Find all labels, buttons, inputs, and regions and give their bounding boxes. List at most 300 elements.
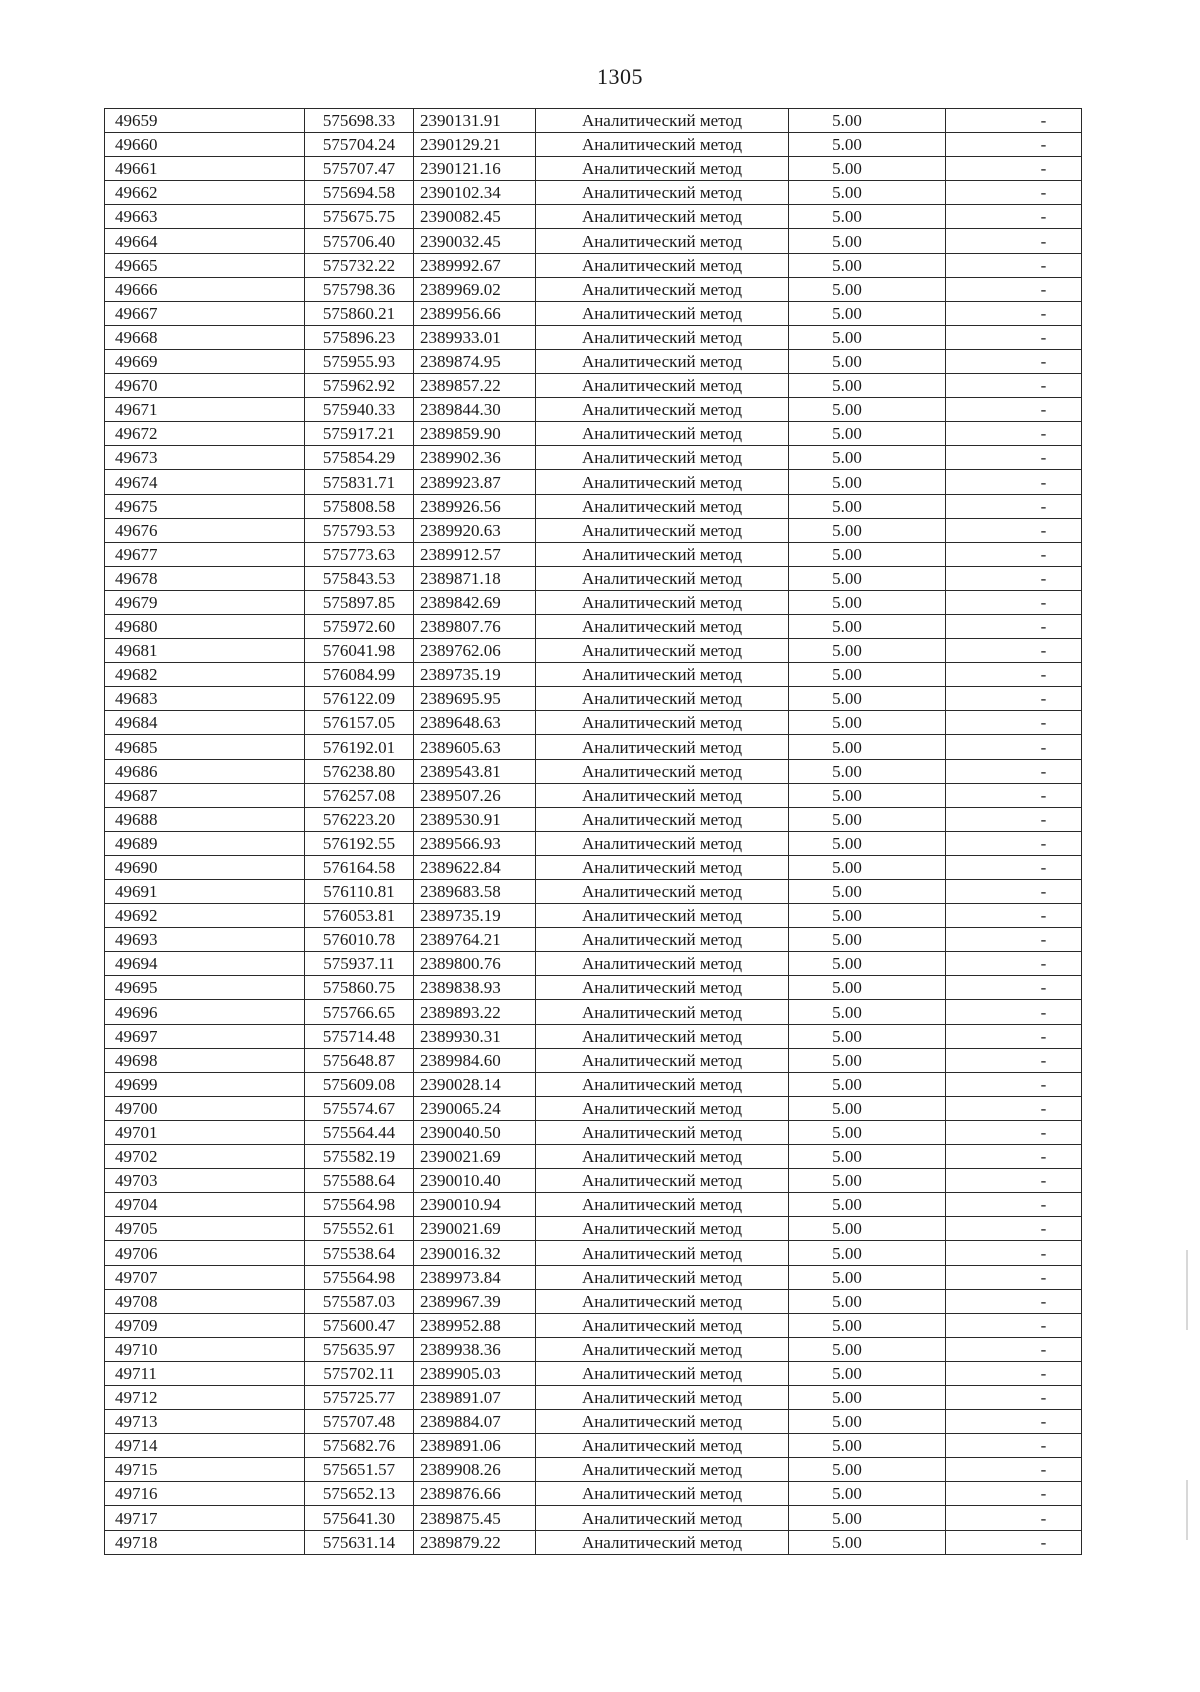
table-row xyxy=(105,880,1082,904)
table-row xyxy=(105,542,1082,566)
note-cell: - xyxy=(946,1000,1082,1024)
y-coordinate-cell: 2389683.58 xyxy=(414,880,536,904)
accuracy-cell: 5.00 xyxy=(789,277,946,301)
table-row xyxy=(105,157,1082,181)
point-number-cell: 49665 xyxy=(105,253,305,277)
accuracy-cell: 5.00 xyxy=(789,759,946,783)
point-number-cell: 49687 xyxy=(105,783,305,807)
table-row xyxy=(105,133,1082,157)
table-row xyxy=(105,1096,1082,1120)
table-row xyxy=(105,1361,1082,1385)
point-number-cell: 49710 xyxy=(105,1337,305,1361)
table-row xyxy=(105,735,1082,759)
note-cell: - xyxy=(946,205,1082,229)
table-row xyxy=(105,1193,1082,1217)
note-cell: - xyxy=(946,542,1082,566)
method-cell: Аналитический метод xyxy=(536,687,789,711)
table-row xyxy=(105,1169,1082,1193)
accuracy-cell: 5.00 xyxy=(789,1289,946,1313)
method-cell: Аналитический метод xyxy=(536,157,789,181)
point-number-cell: 49711 xyxy=(105,1361,305,1385)
accuracy-cell: 5.00 xyxy=(789,325,946,349)
y-coordinate-cell: 2389844.30 xyxy=(414,398,536,422)
point-number-cell: 49675 xyxy=(105,494,305,518)
point-number-cell: 49662 xyxy=(105,181,305,205)
method-cell: Аналитический метод xyxy=(536,880,789,904)
x-coordinate-cell: 575955.93 xyxy=(305,349,414,373)
accuracy-cell: 5.00 xyxy=(789,133,946,157)
accuracy-cell: 5.00 xyxy=(789,349,946,373)
y-coordinate-cell: 2390028.14 xyxy=(414,1072,536,1096)
scan-artifact xyxy=(1186,1480,1188,1540)
note-cell: - xyxy=(946,1241,1082,1265)
y-coordinate-cell: 2389507.26 xyxy=(414,783,536,807)
point-number-cell: 49674 xyxy=(105,470,305,494)
accuracy-cell: 5.00 xyxy=(789,253,946,277)
method-cell: Аналитический метод xyxy=(536,1048,789,1072)
accuracy-cell: 5.00 xyxy=(789,1482,946,1506)
x-coordinate-cell: 575707.48 xyxy=(305,1410,414,1434)
table-row xyxy=(105,1241,1082,1265)
method-cell: Аналитический метод xyxy=(536,1072,789,1096)
accuracy-cell: 5.00 xyxy=(789,783,946,807)
accuracy-cell: 5.00 xyxy=(789,1193,946,1217)
y-coordinate-cell: 2390040.50 xyxy=(414,1120,536,1144)
table-row xyxy=(105,904,1082,928)
point-number-cell: 49670 xyxy=(105,374,305,398)
x-coordinate-cell: 575698.33 xyxy=(305,109,414,133)
table-row xyxy=(105,976,1082,1000)
method-cell: Аналитический метод xyxy=(536,1434,789,1458)
method-cell: Аналитический метод xyxy=(536,253,789,277)
point-number-cell: 49677 xyxy=(105,542,305,566)
method-cell: Аналитический метод xyxy=(536,783,789,807)
accuracy-cell: 5.00 xyxy=(789,566,946,590)
accuracy-cell: 5.00 xyxy=(789,1385,946,1409)
table-row xyxy=(105,109,1082,133)
point-number-cell: 49691 xyxy=(105,880,305,904)
table-row xyxy=(105,928,1082,952)
method-cell: Аналитический метод xyxy=(536,1530,789,1554)
accuracy-cell: 5.00 xyxy=(789,1169,946,1193)
x-coordinate-cell: 575648.87 xyxy=(305,1048,414,1072)
note-cell: - xyxy=(946,1024,1082,1048)
accuracy-cell: 5.00 xyxy=(789,1361,946,1385)
y-coordinate-cell: 2389956.66 xyxy=(414,301,536,325)
accuracy-cell: 5.00 xyxy=(789,952,946,976)
accuracy-cell: 5.00 xyxy=(789,398,946,422)
accuracy-cell: 5.00 xyxy=(789,1434,946,1458)
x-coordinate-cell: 576053.81 xyxy=(305,904,414,928)
method-cell: Аналитический метод xyxy=(536,205,789,229)
table-row xyxy=(105,470,1082,494)
note-cell: - xyxy=(946,976,1082,1000)
table-row xyxy=(105,783,1082,807)
table-row xyxy=(105,1120,1082,1144)
note-cell: - xyxy=(946,663,1082,687)
x-coordinate-cell: 575682.76 xyxy=(305,1434,414,1458)
table-row xyxy=(105,759,1082,783)
note-cell: - xyxy=(946,1530,1082,1554)
method-cell: Аналитический метод xyxy=(536,109,789,133)
table-row xyxy=(105,253,1082,277)
x-coordinate-cell: 575564.44 xyxy=(305,1120,414,1144)
accuracy-cell: 5.00 xyxy=(789,157,946,181)
method-cell: Аналитический метод xyxy=(536,1241,789,1265)
y-coordinate-cell: 2389920.63 xyxy=(414,518,536,542)
note-cell: - xyxy=(946,1265,1082,1289)
note-cell: - xyxy=(946,1434,1082,1458)
x-coordinate-cell: 575564.98 xyxy=(305,1265,414,1289)
point-number-cell: 49680 xyxy=(105,614,305,638)
note-cell: - xyxy=(946,253,1082,277)
note-cell: - xyxy=(946,639,1082,663)
accuracy-cell: 5.00 xyxy=(789,494,946,518)
method-cell: Аналитический метод xyxy=(536,1313,789,1337)
method-cell: Аналитический метод xyxy=(536,446,789,470)
method-cell: Аналитический метод xyxy=(536,1361,789,1385)
accuracy-cell: 5.00 xyxy=(789,1217,946,1241)
accuracy-cell: 5.00 xyxy=(789,855,946,879)
x-coordinate-cell: 575917.21 xyxy=(305,422,414,446)
point-number-cell: 49664 xyxy=(105,229,305,253)
point-number-cell: 49699 xyxy=(105,1072,305,1096)
method-cell: Аналитический метод xyxy=(536,229,789,253)
table-row xyxy=(105,374,1082,398)
x-coordinate-cell: 575793.53 xyxy=(305,518,414,542)
accuracy-cell: 5.00 xyxy=(789,1145,946,1169)
accuracy-cell: 5.00 xyxy=(789,374,946,398)
method-cell: Аналитический метод xyxy=(536,349,789,373)
point-number-cell: 49682 xyxy=(105,663,305,687)
table-row xyxy=(105,1145,1082,1169)
y-coordinate-cell: 2389884.07 xyxy=(414,1410,536,1434)
y-coordinate-cell: 2389800.76 xyxy=(414,952,536,976)
point-number-cell: 49694 xyxy=(105,952,305,976)
x-coordinate-cell: 575552.61 xyxy=(305,1217,414,1241)
note-cell: - xyxy=(946,590,1082,614)
x-coordinate-cell: 575635.97 xyxy=(305,1337,414,1361)
x-coordinate-cell: 576041.98 xyxy=(305,639,414,663)
method-cell: Аналитический метод xyxy=(536,639,789,663)
method-cell: Аналитический метод xyxy=(536,1145,789,1169)
table-row xyxy=(105,422,1082,446)
note-cell: - xyxy=(946,807,1082,831)
method-cell: Аналитический метод xyxy=(536,1096,789,1120)
method-cell: Аналитический метод xyxy=(536,325,789,349)
accuracy-cell: 5.00 xyxy=(789,181,946,205)
table-row xyxy=(105,614,1082,638)
table-row xyxy=(105,807,1082,831)
x-coordinate-cell: 575704.24 xyxy=(305,133,414,157)
table-row xyxy=(105,590,1082,614)
y-coordinate-cell: 2389735.19 xyxy=(414,904,536,928)
table-row xyxy=(105,446,1082,470)
accuracy-cell: 5.00 xyxy=(789,904,946,928)
note-cell: - xyxy=(946,325,1082,349)
method-cell: Аналитический метод xyxy=(536,1169,789,1193)
y-coordinate-cell: 2389952.88 xyxy=(414,1313,536,1337)
method-cell: Аналитический метод xyxy=(536,518,789,542)
accuracy-cell: 5.00 xyxy=(789,446,946,470)
accuracy-cell: 5.00 xyxy=(789,1337,946,1361)
table-row xyxy=(105,855,1082,879)
note-cell: - xyxy=(946,229,1082,253)
point-number-cell: 49706 xyxy=(105,1241,305,1265)
scan-artifact xyxy=(1186,1250,1188,1330)
y-coordinate-cell: 2389879.22 xyxy=(414,1530,536,1554)
note-cell: - xyxy=(946,446,1082,470)
accuracy-cell: 5.00 xyxy=(789,1530,946,1554)
point-number-cell: 49693 xyxy=(105,928,305,952)
y-coordinate-cell: 2390065.24 xyxy=(414,1096,536,1120)
point-number-cell: 49696 xyxy=(105,1000,305,1024)
note-cell: - xyxy=(946,1385,1082,1409)
table-row xyxy=(105,349,1082,373)
table-row xyxy=(105,1410,1082,1434)
y-coordinate-cell: 2390010.40 xyxy=(414,1169,536,1193)
accuracy-cell: 5.00 xyxy=(789,1000,946,1024)
note-cell: - xyxy=(946,398,1082,422)
y-coordinate-cell: 2389871.18 xyxy=(414,566,536,590)
y-coordinate-cell: 2390010.94 xyxy=(414,1193,536,1217)
y-coordinate-cell: 2389893.22 xyxy=(414,1000,536,1024)
note-cell: - xyxy=(946,1337,1082,1361)
point-number-cell: 49690 xyxy=(105,855,305,879)
method-cell: Аналитический метод xyxy=(536,1337,789,1361)
point-number-cell: 49685 xyxy=(105,735,305,759)
x-coordinate-cell: 575766.65 xyxy=(305,1000,414,1024)
point-number-cell: 49671 xyxy=(105,398,305,422)
note-cell: - xyxy=(946,349,1082,373)
x-coordinate-cell: 575854.29 xyxy=(305,446,414,470)
point-number-cell: 49676 xyxy=(105,518,305,542)
point-number-cell: 49702 xyxy=(105,1145,305,1169)
y-coordinate-cell: 2390129.21 xyxy=(414,133,536,157)
table-row xyxy=(105,1530,1082,1554)
point-number-cell: 49672 xyxy=(105,422,305,446)
point-number-cell: 49695 xyxy=(105,976,305,1000)
y-coordinate-cell: 2389926.56 xyxy=(414,494,536,518)
method-cell: Аналитический метод xyxy=(536,542,789,566)
table-row xyxy=(105,566,1082,590)
point-number-cell: 49716 xyxy=(105,1482,305,1506)
note-cell: - xyxy=(946,374,1082,398)
note-cell: - xyxy=(946,855,1082,879)
table-row xyxy=(105,952,1082,976)
point-number-cell: 49684 xyxy=(105,711,305,735)
y-coordinate-cell: 2389891.06 xyxy=(414,1434,536,1458)
note-cell: - xyxy=(946,928,1082,952)
y-coordinate-cell: 2389648.63 xyxy=(414,711,536,735)
coordinates-table xyxy=(104,108,1082,1555)
note-cell: - xyxy=(946,1217,1082,1241)
point-number-cell: 49669 xyxy=(105,349,305,373)
table-row xyxy=(105,1385,1082,1409)
table-row xyxy=(105,1337,1082,1361)
table-row xyxy=(105,1265,1082,1289)
table-row xyxy=(105,1482,1082,1506)
accuracy-cell: 5.00 xyxy=(789,663,946,687)
method-cell: Аналитический метод xyxy=(536,398,789,422)
accuracy-cell: 5.00 xyxy=(789,205,946,229)
point-number-cell: 49673 xyxy=(105,446,305,470)
table-row xyxy=(105,1434,1082,1458)
method-cell: Аналитический метод xyxy=(536,1410,789,1434)
x-coordinate-cell: 575860.21 xyxy=(305,301,414,325)
point-number-cell: 49668 xyxy=(105,325,305,349)
accuracy-cell: 5.00 xyxy=(789,470,946,494)
x-coordinate-cell: 575773.63 xyxy=(305,542,414,566)
point-number-cell: 49686 xyxy=(105,759,305,783)
point-number-cell: 49661 xyxy=(105,157,305,181)
point-number-cell: 49713 xyxy=(105,1410,305,1434)
accuracy-cell: 5.00 xyxy=(789,687,946,711)
method-cell: Аналитический метод xyxy=(536,807,789,831)
y-coordinate-cell: 2389938.36 xyxy=(414,1337,536,1361)
method-cell: Аналитический метод xyxy=(536,759,789,783)
y-coordinate-cell: 2390121.16 xyxy=(414,157,536,181)
accuracy-cell: 5.00 xyxy=(789,422,946,446)
method-cell: Аналитический метод xyxy=(536,1289,789,1313)
y-coordinate-cell: 2389912.57 xyxy=(414,542,536,566)
table-row xyxy=(105,687,1082,711)
method-cell: Аналитический метод xyxy=(536,904,789,928)
x-coordinate-cell: 575609.08 xyxy=(305,1072,414,1096)
method-cell: Аналитический метод xyxy=(536,711,789,735)
note-cell: - xyxy=(946,1169,1082,1193)
table-row xyxy=(105,663,1082,687)
table-row xyxy=(105,277,1082,301)
point-number-cell: 49692 xyxy=(105,904,305,928)
x-coordinate-cell: 575808.58 xyxy=(305,494,414,518)
table-row xyxy=(105,494,1082,518)
point-number-cell: 49700 xyxy=(105,1096,305,1120)
note-cell: - xyxy=(946,711,1082,735)
note-cell: - xyxy=(946,566,1082,590)
x-coordinate-cell: 576238.80 xyxy=(305,759,414,783)
y-coordinate-cell: 2390016.32 xyxy=(414,1241,536,1265)
note-cell: - xyxy=(946,952,1082,976)
table-row xyxy=(105,711,1082,735)
x-coordinate-cell: 576192.01 xyxy=(305,735,414,759)
point-number-cell: 49681 xyxy=(105,639,305,663)
method-cell: Аналитический метод xyxy=(536,1217,789,1241)
y-coordinate-cell: 2389967.39 xyxy=(414,1289,536,1313)
accuracy-cell: 5.00 xyxy=(789,735,946,759)
x-coordinate-cell: 575538.64 xyxy=(305,1241,414,1265)
method-cell: Аналитический метод xyxy=(536,614,789,638)
accuracy-cell: 5.00 xyxy=(789,518,946,542)
x-coordinate-cell: 575702.11 xyxy=(305,1361,414,1385)
y-coordinate-cell: 2389875.45 xyxy=(414,1506,536,1530)
note-cell: - xyxy=(946,1096,1082,1120)
y-coordinate-cell: 2389807.76 xyxy=(414,614,536,638)
point-number-cell: 49718 xyxy=(105,1530,305,1554)
point-number-cell: 49666 xyxy=(105,277,305,301)
accuracy-cell: 5.00 xyxy=(789,109,946,133)
y-coordinate-cell: 2390131.91 xyxy=(414,109,536,133)
point-number-cell: 49688 xyxy=(105,807,305,831)
method-cell: Аналитический метод xyxy=(536,1458,789,1482)
y-coordinate-cell: 2389905.03 xyxy=(414,1361,536,1385)
note-cell: - xyxy=(946,109,1082,133)
note-cell: - xyxy=(946,277,1082,301)
note-cell: - xyxy=(946,1506,1082,1530)
accuracy-cell: 5.00 xyxy=(789,1458,946,1482)
accuracy-cell: 5.00 xyxy=(789,807,946,831)
note-cell: - xyxy=(946,735,1082,759)
note-cell: - xyxy=(946,518,1082,542)
table-row xyxy=(105,181,1082,205)
accuracy-cell: 5.00 xyxy=(789,1096,946,1120)
note-cell: - xyxy=(946,904,1082,928)
note-cell: - xyxy=(946,1120,1082,1144)
x-coordinate-cell: 575860.75 xyxy=(305,976,414,1000)
y-coordinate-cell: 2389530.91 xyxy=(414,807,536,831)
method-cell: Аналитический метод xyxy=(536,301,789,325)
accuracy-cell: 5.00 xyxy=(789,1265,946,1289)
accuracy-cell: 5.00 xyxy=(789,590,946,614)
table-row xyxy=(105,639,1082,663)
note-cell: - xyxy=(946,759,1082,783)
accuracy-cell: 5.00 xyxy=(789,1072,946,1096)
table-row xyxy=(105,301,1082,325)
note-cell: - xyxy=(946,1482,1082,1506)
table-row xyxy=(105,1313,1082,1337)
accuracy-cell: 5.00 xyxy=(789,976,946,1000)
coordinates-table-body xyxy=(105,109,1082,1555)
y-coordinate-cell: 2389764.21 xyxy=(414,928,536,952)
method-cell: Аналитический метод xyxy=(536,1024,789,1048)
y-coordinate-cell: 2389891.07 xyxy=(414,1385,536,1409)
accuracy-cell: 5.00 xyxy=(789,1120,946,1144)
point-number-cell: 49678 xyxy=(105,566,305,590)
y-coordinate-cell: 2389969.02 xyxy=(414,277,536,301)
x-coordinate-cell: 575896.23 xyxy=(305,325,414,349)
x-coordinate-cell: 575714.48 xyxy=(305,1024,414,1048)
x-coordinate-cell: 575897.85 xyxy=(305,590,414,614)
table-row xyxy=(105,229,1082,253)
x-coordinate-cell: 576122.09 xyxy=(305,687,414,711)
method-cell: Аналитический метод xyxy=(536,133,789,157)
x-coordinate-cell: 575574.67 xyxy=(305,1096,414,1120)
y-coordinate-cell: 2389762.06 xyxy=(414,639,536,663)
y-coordinate-cell: 2389984.60 xyxy=(414,1048,536,1072)
method-cell: Аналитический метод xyxy=(536,855,789,879)
note-cell: - xyxy=(946,614,1082,638)
note-cell: - xyxy=(946,687,1082,711)
point-number-cell: 49707 xyxy=(105,1265,305,1289)
x-coordinate-cell: 575631.14 xyxy=(305,1530,414,1554)
accuracy-cell: 5.00 xyxy=(789,928,946,952)
point-number-cell: 49717 xyxy=(105,1506,305,1530)
table-row xyxy=(105,1048,1082,1072)
table-row xyxy=(105,398,1082,422)
accuracy-cell: 5.00 xyxy=(789,1410,946,1434)
x-coordinate-cell: 575675.75 xyxy=(305,205,414,229)
x-coordinate-cell: 575600.47 xyxy=(305,1313,414,1337)
accuracy-cell: 5.00 xyxy=(789,301,946,325)
x-coordinate-cell: 575843.53 xyxy=(305,566,414,590)
x-coordinate-cell: 575972.60 xyxy=(305,614,414,638)
method-cell: Аналитический метод xyxy=(536,735,789,759)
note-cell: - xyxy=(946,1458,1082,1482)
y-coordinate-cell: 2389874.95 xyxy=(414,349,536,373)
point-number-cell: 49714 xyxy=(105,1434,305,1458)
point-number-cell: 49704 xyxy=(105,1193,305,1217)
x-coordinate-cell: 575706.40 xyxy=(305,229,414,253)
